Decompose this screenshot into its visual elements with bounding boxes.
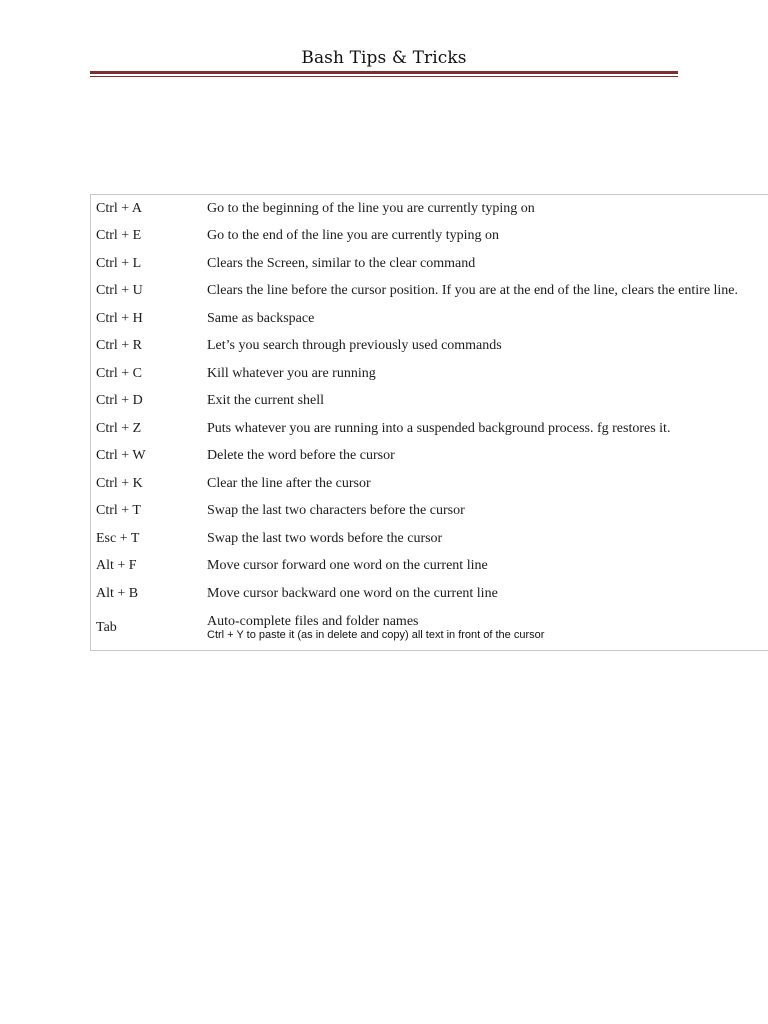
table-row — [91, 498, 768, 526]
shortcut-key: Ctrl + T — [96, 503, 141, 519]
shortcut-description: Auto-complete files and folder names — [207, 613, 419, 629]
table-row — [91, 223, 768, 251]
shortcut-key: Tab — [96, 619, 117, 635]
shortcut-description: Clears the line before the cursor position. If you are at the end of the line, clears the entire line. — [207, 283, 739, 299]
table-row — [91, 360, 768, 388]
shortcut-description: Clear the line after the cursor — [207, 475, 371, 491]
shortcut-note: Ctrl + Y to paste it (as in delete and copy) all text in front of the cursor — [207, 628, 545, 641]
table-row — [91, 250, 768, 278]
page-title: Bash Tips & Tricks — [301, 48, 467, 68]
shortcut-description: Go to the end of the line you are currently typing on — [207, 228, 499, 244]
table-row — [91, 388, 768, 416]
shortcut-description: Swap the last two characters before the cursor — [207, 503, 465, 519]
table-row — [91, 305, 768, 333]
shortcut-key: Alt + F — [96, 558, 137, 574]
shortcut-key: Ctrl + R — [96, 338, 143, 354]
shortcut-description: Delete the word before the cursor — [207, 448, 395, 464]
shortcut-description: Same as backspace — [207, 310, 315, 326]
shortcut-key: Ctrl + A — [96, 200, 143, 216]
table-row — [91, 608, 768, 648]
shortcut-key: Alt + B — [96, 585, 139, 601]
shortcut-description-cell — [207, 614, 768, 642]
table-row — [91, 553, 768, 581]
table-row — [91, 525, 768, 553]
shortcut-key: Ctrl + H — [96, 310, 143, 326]
shortcut-key: Ctrl + Z — [96, 420, 142, 436]
table-row — [91, 195, 768, 223]
table-row — [91, 415, 768, 443]
table-row — [91, 443, 768, 471]
shortcut-key: Ctrl + E — [96, 228, 142, 244]
shortcut-key: Ctrl + C — [96, 365, 143, 381]
table-row — [91, 333, 768, 361]
shortcut-key: Esc + T — [96, 530, 140, 546]
shortcut-description: Let’s you search through previously used commands — [207, 338, 502, 354]
shortcut-description: Clears the Screen, similar to the clear command — [207, 255, 476, 271]
shortcut-key: Ctrl + U — [96, 283, 143, 299]
shortcut-description: Move cursor forward one word on the current line — [207, 558, 488, 574]
shortcut-table — [90, 194, 768, 651]
title-underline-rule — [90, 71, 678, 77]
table-row — [91, 580, 768, 608]
shortcut-key: Ctrl + W — [96, 448, 146, 464]
table-row — [91, 470, 768, 498]
shortcut-description: Kill whatever you are running — [207, 365, 376, 381]
shortcut-key: Ctrl + L — [96, 255, 142, 271]
shortcut-description: Puts whatever you are running into a suspended background process. fg restores it. — [207, 420, 671, 436]
shortcut-key: Ctrl + K — [96, 475, 143, 491]
shortcut-key: Ctrl + D — [96, 393, 143, 409]
shortcut-description: Move cursor backward one word on the current line — [207, 585, 498, 601]
shortcut-description: Exit the current shell — [207, 393, 325, 409]
table-row — [91, 278, 768, 306]
shortcut-description: Swap the last two words before the cursor — [207, 530, 443, 546]
shortcut-description: Go to the beginning of the line you are currently typing on — [207, 200, 535, 216]
